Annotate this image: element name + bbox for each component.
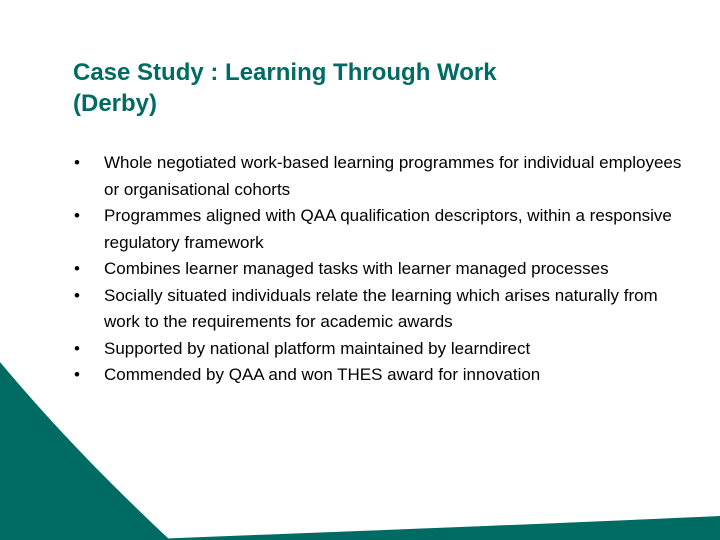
- bullet-item: [74, 362, 684, 389]
- bullet-item: [74, 256, 684, 283]
- slide-title: [73, 57, 673, 119]
- bullet-icon: •: [74, 153, 80, 172]
- bullet-text: Socially situated individuals relate the learning which arises naturally from work to the requirements for academic awards: [104, 285, 658, 331]
- bullet-item: [74, 336, 684, 363]
- bullet-icon: •: [74, 259, 80, 278]
- bullet-text: Supported by national platform maintained by learndirect: [104, 338, 531, 358]
- slide-title-line-2: (Derby): [73, 90, 158, 117]
- bullet-icon: •: [74, 206, 80, 225]
- bullet-icon: •: [74, 365, 80, 384]
- bullet-text: Commended by QAA and won THES award for innovation: [104, 365, 541, 384]
- bullet-icon: •: [74, 285, 80, 305]
- bullet-item: [74, 283, 684, 336]
- bullet-text: Whole negotiated work-based learning programmes for individual employees or organisational cohorts: [104, 153, 682, 199]
- bullet-item: [74, 203, 684, 256]
- bullet-text: Programmes aligned with QAA qualification descriptors, within a responsive regulatory framework: [104, 206, 672, 252]
- bullet-icon: •: [74, 338, 80, 358]
- bullet-list: [74, 150, 684, 389]
- bullet-item: [74, 150, 684, 203]
- bullet-text: Combines learner managed tasks with learner managed processes: [104, 259, 609, 278]
- slide-title-line-1: Case Study : Learning Through Work: [73, 59, 497, 86]
